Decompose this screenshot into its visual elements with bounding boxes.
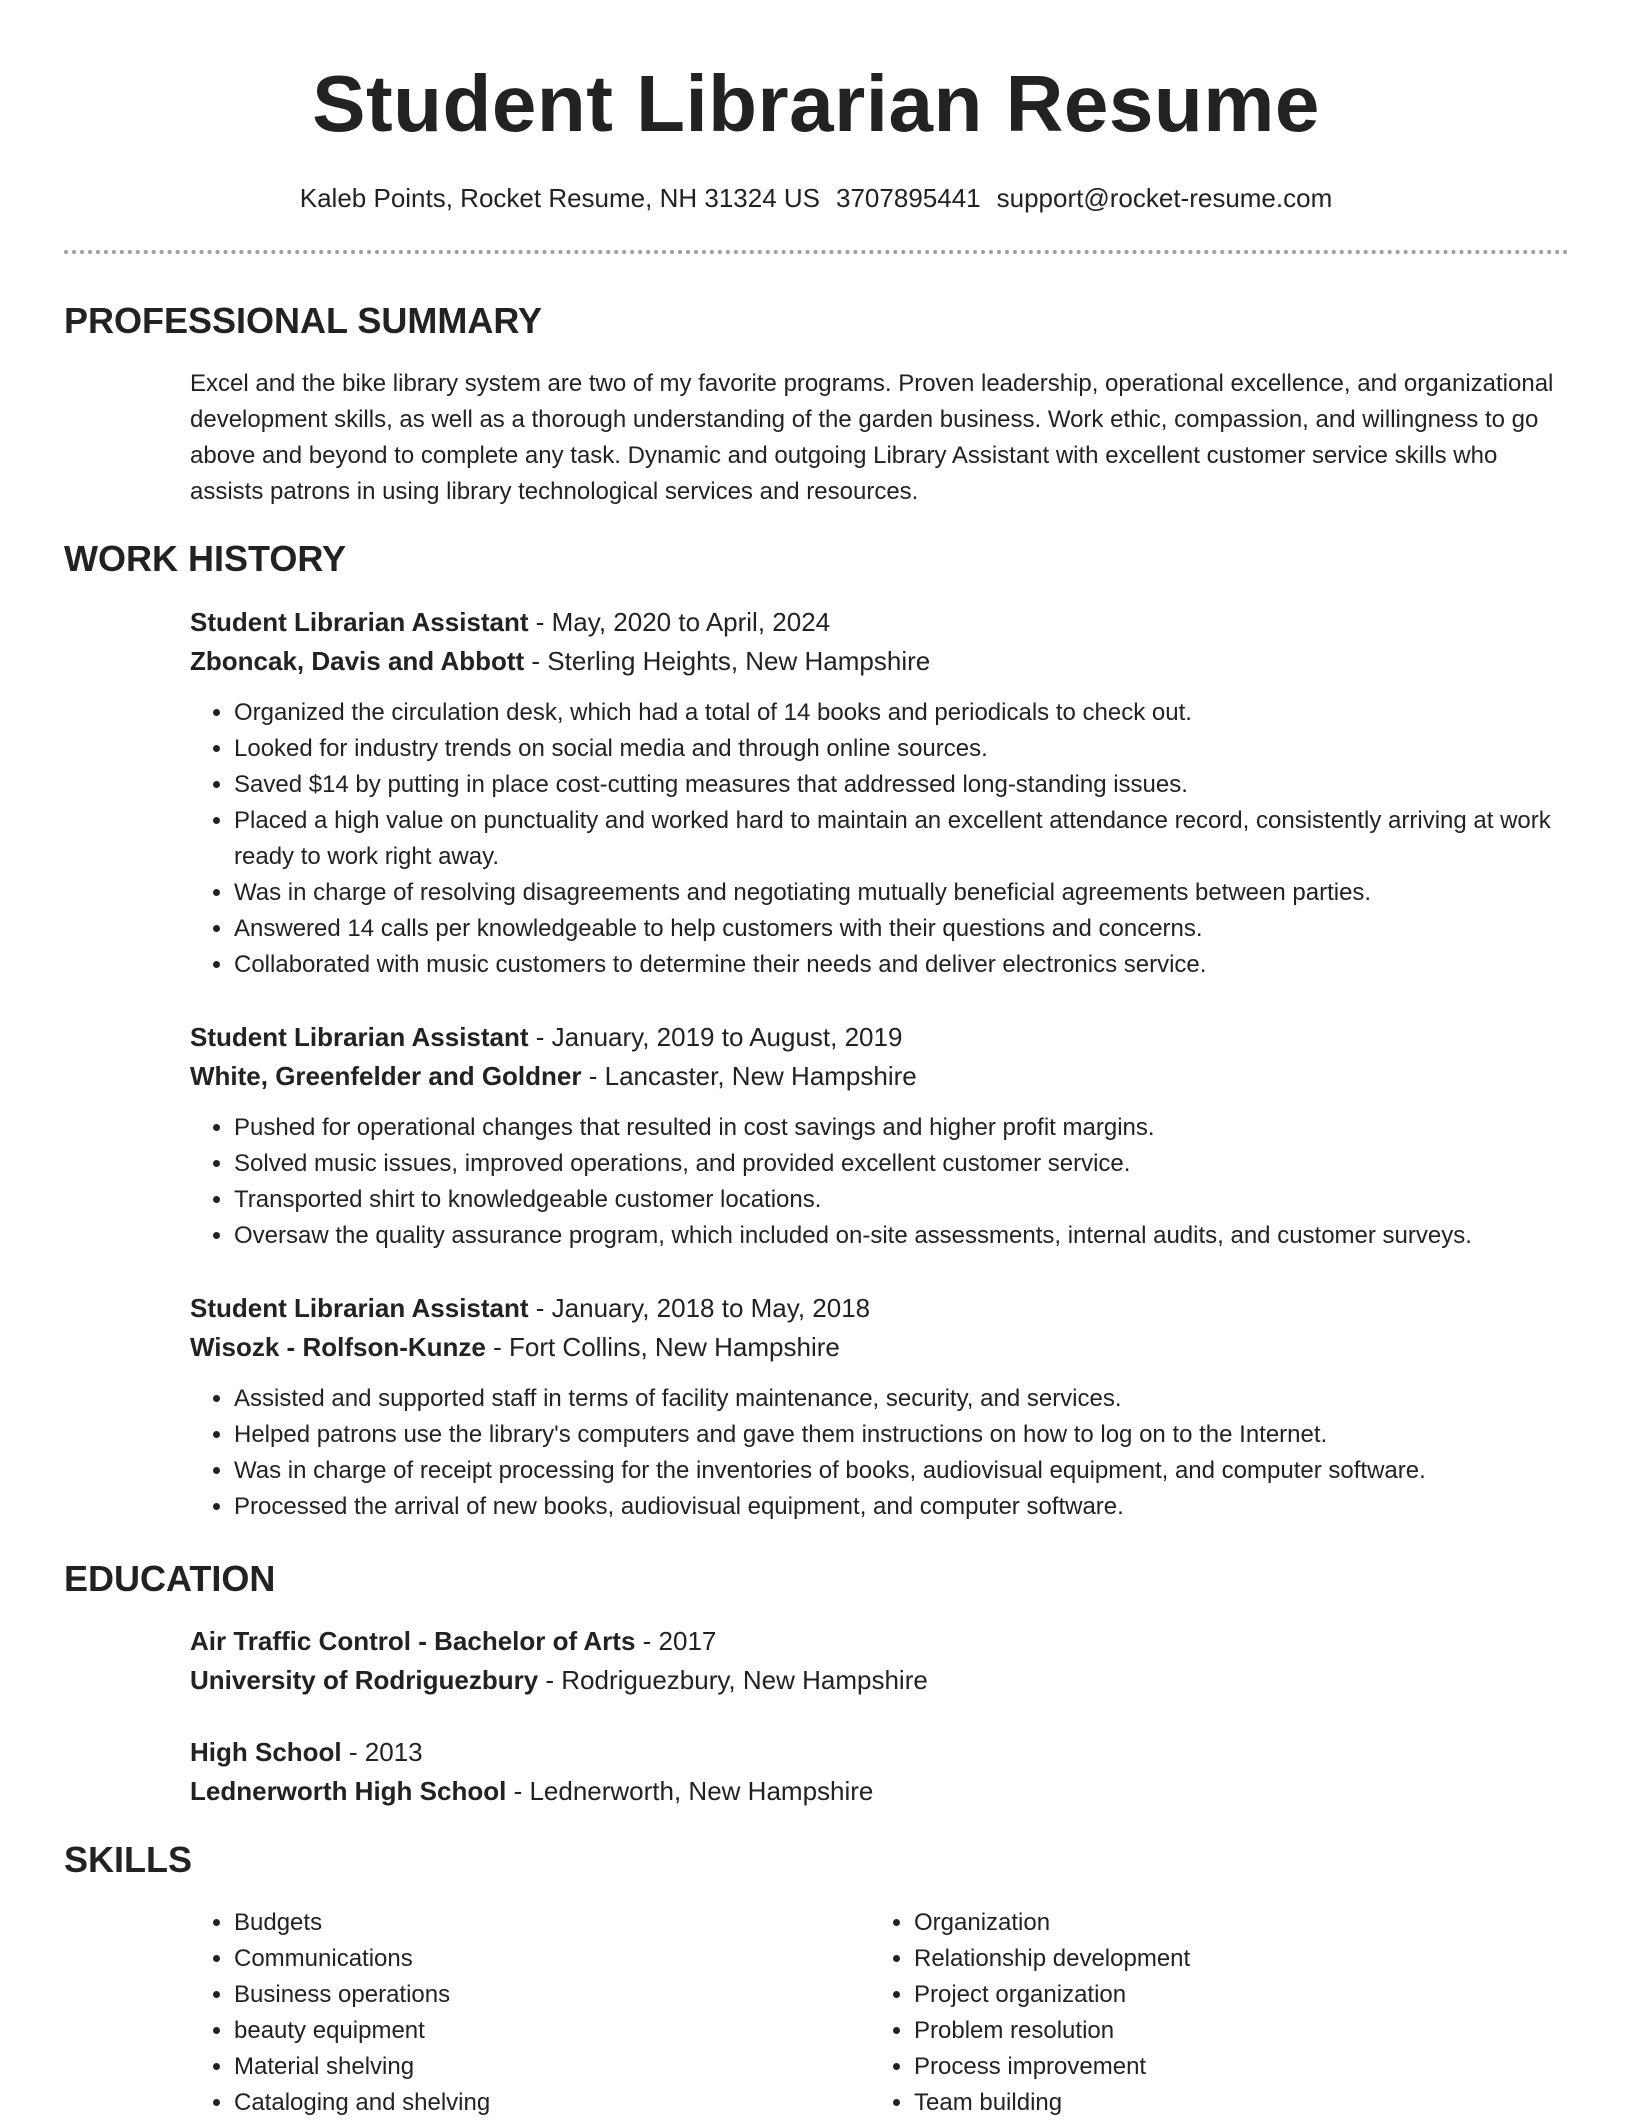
- job-company: Wisozk - Rolfson-Kunze: [190, 1332, 486, 1362]
- education-school-line: [190, 1661, 1570, 1700]
- education-degree-line: [190, 1622, 1570, 1661]
- job-company-line: [190, 1057, 1570, 1096]
- job-dates: - January, 2018 to May, 2018: [528, 1293, 871, 1323]
- list-item: • Process improvement: [914, 2049, 1554, 2085]
- list-item: • Was in charge of resolving disagreements and negotiating mutually beneficial agreements between parties.: [234, 875, 1570, 911]
- job-title: Student Librarian Assistant: [190, 607, 529, 637]
- education-school: Lednerworth High School: [190, 1776, 507, 1806]
- job-dates: - May, 2020 to April, 2024: [528, 607, 831, 637]
- list-item: • Communications: [234, 1941, 874, 1977]
- job-company: Zboncak, Davis and Abbott: [190, 646, 525, 676]
- list-item: • Project organization: [914, 1977, 1554, 2013]
- education-school-line: [190, 1772, 1570, 1811]
- work-history-heading: WORK HISTORY: [64, 538, 347, 579]
- job-bullets: [190, 695, 1570, 983]
- job-company-line: [190, 642, 1570, 681]
- list-item: • Relationship development: [914, 1941, 1554, 1977]
- list-item: • Helped patrons use the library's computers and gave them instructions on how to log on to the Internet.: [234, 1417, 1570, 1453]
- summary-heading: PROFESSIONAL SUMMARY: [64, 300, 543, 341]
- summary-text: Excel and the bike library system are two of my favorite programs. Proven leadership, operational excellence, and organizational development skills, as well as a thorough understanding of the garden business. Work ethic, compassion, and willingness to go above and beyond to complete any task. Dynamic and outgoing Library Assistant with excellent customer service skills who assists patrons in using library technological services and resources.: [190, 370, 1554, 505]
- list-item: • Processed the arrival of new books, audiovisual equipment, and computer software.: [234, 1489, 1570, 1525]
- contact-address: Kaleb Points, Rocket Resume, NH 31324 US: [299, 183, 821, 213]
- list-item: • Looked for industry trends on social media and through online sources.: [234, 731, 1570, 767]
- page-title: Student Librarian Resume: [312, 59, 1320, 148]
- skills-column-right: [870, 1905, 1554, 2121]
- job-dates: - January, 2019 to August, 2019: [528, 1022, 903, 1052]
- list-item: • Saved $14 by putting in place cost-cutting measures that addressed long-standing issues.: [234, 767, 1570, 803]
- contact-email: support@rocket-resume.com: [996, 183, 1333, 213]
- list-item: • Collaborated with music customers to determine their needs and deliver electronics service.: [234, 947, 1570, 983]
- education-degree-line: [190, 1733, 1570, 1772]
- education-location: - Rodriguezbury, New Hampshire: [538, 1665, 928, 1695]
- list-item: • Was in charge of receipt processing for the inventories of books, audiovisual equipment, and computer software.: [234, 1453, 1570, 1489]
- list-item: • Solved music issues, improved operations, and provided excellent customer service.: [234, 1146, 1570, 1182]
- list-item: • Material shelving: [234, 2049, 874, 2085]
- header-divider: [64, 250, 1569, 254]
- list-item: • Answered 14 calls per knowledgeable to help customers with their questions and concerns.: [234, 911, 1570, 947]
- list-item: • Organized the circulation desk, which had a total of 14 books and periodicals to check out.: [234, 695, 1570, 731]
- job-title-line: [190, 603, 1570, 642]
- skills-list: [190, 1905, 1570, 2121]
- job-title: Student Librarian Assistant: [190, 1293, 529, 1323]
- list-item: • Oversaw the quality assurance program, which included on-site assessments, internal audits, and customer surveys.: [234, 1218, 1570, 1254]
- education-heading: EDUCATION: [64, 1558, 276, 1599]
- education-degree: High School: [190, 1737, 342, 1767]
- list-item: • Organization: [914, 1905, 1554, 1941]
- list-item: • Transported shirt to knowledgeable customer locations.: [234, 1182, 1570, 1218]
- job-location: - Lancaster, New Hampshire: [581, 1061, 917, 1091]
- list-item: • Pushed for operational changes that resulted in cost savings and higher profit margins.: [234, 1110, 1570, 1146]
- job-title-line: [190, 1289, 1570, 1328]
- list-item: • Cataloging and shelving: [234, 2085, 874, 2121]
- education-degree: Air Traffic Control - Bachelor of Arts: [190, 1626, 636, 1656]
- skills-heading: SKILLS: [64, 1839, 193, 1880]
- contact-line: [0, 180, 1632, 216]
- skills-column-left: [190, 1905, 874, 2121]
- list-item: • beauty equipment: [234, 2013, 874, 2049]
- job-bullets: [190, 1110, 1570, 1254]
- education-entry: [190, 1622, 1570, 1700]
- job-entry: [190, 1018, 1570, 1254]
- job-title-line: [190, 1018, 1570, 1057]
- job-entry: [190, 603, 1570, 983]
- job-company-line: [190, 1328, 1570, 1367]
- education-year: - 2013: [341, 1737, 423, 1767]
- job-location: - Fort Collins, New Hampshire: [485, 1332, 840, 1362]
- job-bullets: [190, 1381, 1570, 1525]
- education-year: - 2017: [635, 1626, 717, 1656]
- list-item: • Placed a high value on punctuality and worked hard to maintain an excellent attendance record, consistently arriving at work ready to work right away.: [234, 803, 1570, 875]
- education-school: University of Rodriguezbury: [190, 1665, 539, 1695]
- education-entry: [190, 1733, 1570, 1811]
- job-title: Student Librarian Assistant: [190, 1022, 529, 1052]
- list-item: • Problem resolution: [914, 2013, 1554, 2049]
- list-item: • Team building: [914, 2085, 1554, 2121]
- list-item: • Budgets: [234, 1905, 874, 1941]
- job-entry: [190, 1289, 1570, 1525]
- contact-phone: 3707895441: [836, 183, 981, 213]
- job-location: - Sterling Heights, New Hampshire: [524, 646, 931, 676]
- job-company: White, Greenfelder and Goldner: [190, 1061, 582, 1091]
- list-item: • Business operations: [234, 1977, 874, 2013]
- education-location: - Lednerworth, New Hampshire: [506, 1776, 874, 1806]
- list-item: • Assisted and supported staff in terms of facility maintenance, security, and services.: [234, 1381, 1570, 1417]
